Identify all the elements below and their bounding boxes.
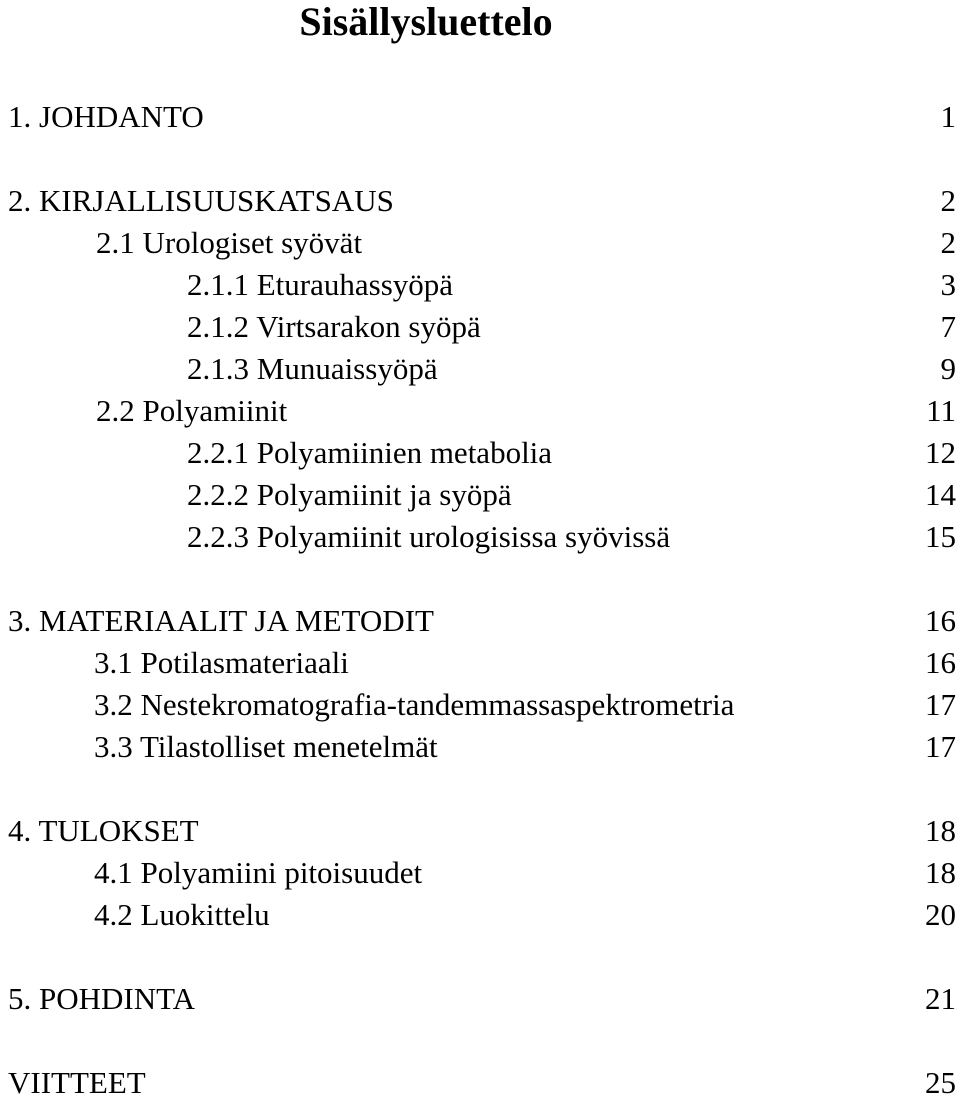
toc-entry-page-number: 9 xyxy=(940,351,956,386)
toc-entry-label: 2. KIRJALLISUUSKATSAUS xyxy=(8,183,394,218)
toc-entry-page-number: 18 xyxy=(925,855,956,890)
toc-entry-3 xyxy=(0,601,960,641)
toc-entry-label: 4.2 Luokittelu xyxy=(94,897,270,932)
toc-entry-2-1-1 xyxy=(0,265,960,305)
toc-entry-page-number: 17 xyxy=(925,729,956,764)
toc-entry-label: 3.2 Nestekromatografia-tandemmassaspektrometria xyxy=(94,687,735,722)
toc-entry-page-number: 7 xyxy=(940,309,956,344)
toc-entry-label: 2.2.1 Polyamiinien metabolia xyxy=(187,435,553,470)
toc-entry-page-number: 25 xyxy=(925,1065,956,1100)
toc-entry-page-number: 16 xyxy=(925,645,956,680)
toc-entry-label: 1. JOHDANTO xyxy=(8,99,204,134)
toc-entry-label: 2.2 Polyamiinit xyxy=(96,393,288,428)
toc-entry-page-number: 12 xyxy=(925,435,956,470)
toc-entry-page-number: 2 xyxy=(940,183,956,218)
toc-entry-1 xyxy=(0,97,960,137)
toc-entry-2-1-3 xyxy=(0,349,960,389)
toc-entry-2-2-2 xyxy=(0,475,960,515)
toc-entry-label: 2.1.3 Munuaissyöpä xyxy=(187,351,438,386)
toc-entry-page-number: 15 xyxy=(925,519,956,554)
toc-entry-2-2-1 xyxy=(0,433,960,473)
toc-entry-page-number: 20 xyxy=(925,897,956,932)
toc-entry-4 xyxy=(0,811,960,851)
toc-entry-page-number: 17 xyxy=(925,687,956,722)
toc-entry-label: 2.1 Urologiset syövät xyxy=(96,225,363,260)
toc-entry-references xyxy=(0,1063,960,1103)
toc-entry-page-number: 18 xyxy=(925,813,956,848)
toc-entry-3-1 xyxy=(0,643,960,683)
toc-entry-2-1 xyxy=(0,223,960,263)
toc-entry-page-number: 3 xyxy=(940,267,956,302)
toc-entry-page-number: 16 xyxy=(925,603,956,638)
toc-entry-3-3 xyxy=(0,727,960,767)
toc-entry-label: 4.1 Polyamiini pitoisuudet xyxy=(94,855,423,890)
toc-entry-page-number: 1 xyxy=(940,99,956,134)
toc-entry-page-number: 11 xyxy=(926,393,956,428)
toc-entry-label: 3.3 Tilastolliset menetelmät xyxy=(94,729,438,764)
toc-entry-label: 2.1.2 Virtsarakon syöpä xyxy=(187,309,481,344)
toc-entry-page-number: 21 xyxy=(925,981,956,1016)
toc-entry-2-2 xyxy=(0,391,960,431)
toc-entry-label: 2.2.3 Polyamiinit urologisissa syövissä xyxy=(187,519,671,554)
toc-entry-2-1-2 xyxy=(0,307,960,347)
toc-entry-label: 5. POHDINTA xyxy=(8,981,195,1016)
toc-entry-5 xyxy=(0,979,960,1019)
toc-entry-3-2 xyxy=(0,685,960,725)
toc-entry-label: 2.2.2 Polyamiinit ja syöpä xyxy=(187,477,512,512)
toc-entry-4-1 xyxy=(0,853,960,893)
toc-entry-label: VIITTEET xyxy=(8,1065,146,1100)
toc-entry-4-2 xyxy=(0,895,960,935)
toc-entry-label: 4. TULOKSET xyxy=(8,813,199,848)
toc-entry-label: 3.1 Potilasmateriaali xyxy=(94,645,349,680)
toc-entry-page-number: 2 xyxy=(940,225,956,260)
toc-entry-label: 3. MATERIAALIT JA METODIT xyxy=(8,603,434,638)
toc-entry-2-2-3 xyxy=(0,517,960,557)
toc-entry-2 xyxy=(0,181,960,221)
page-title: Sisällysluettelo xyxy=(299,0,553,44)
toc-entry-label: 2.1.1 Eturauhassyöpä xyxy=(187,267,454,302)
toc-entry-page-number: 14 xyxy=(925,477,956,512)
